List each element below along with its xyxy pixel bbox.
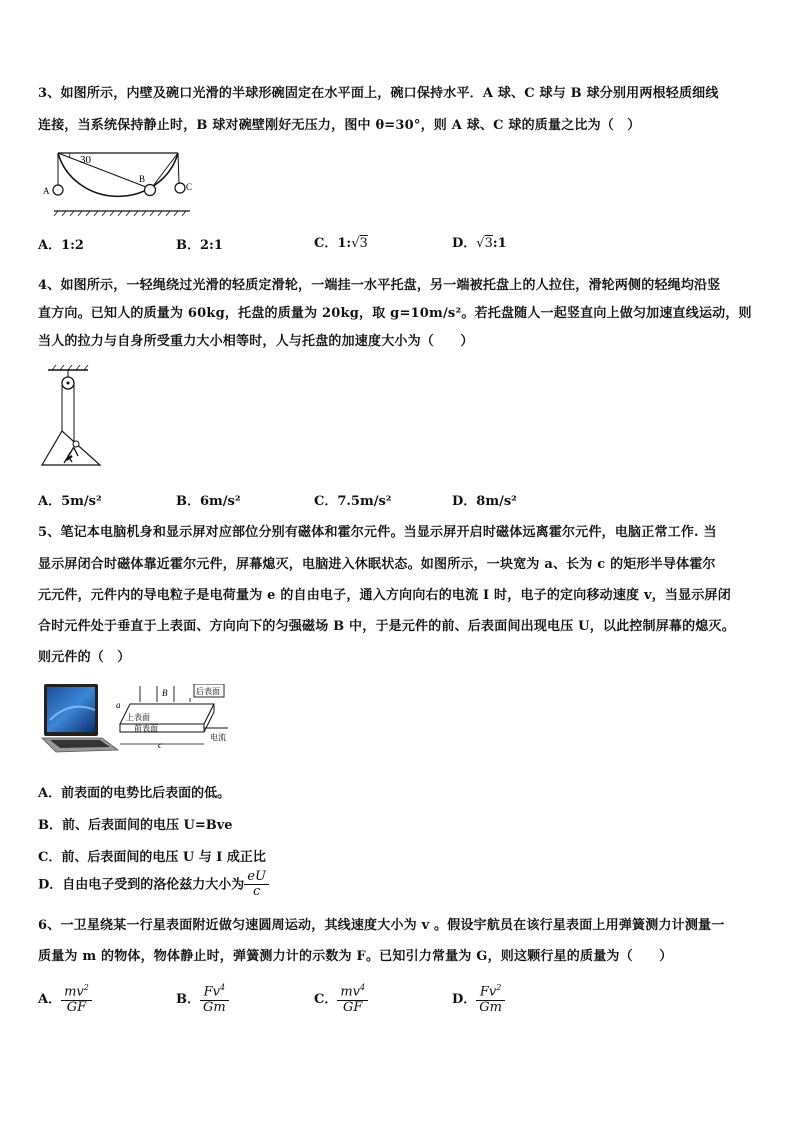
q4-option-c: C．7.5m/s² [314,494,392,509]
q4-line-1: 4、如图所示，一轻绳绕过光滑的轻质定滑轮，一端挂一水平托盘，另一端被托盘上的人拉住，滑轮两侧的轻绳均沿竖 [38,278,721,293]
q5-option-a: A．前表面的电势比后表面的低。 [38,786,231,801]
width-label: a [116,700,121,710]
q3-option-d: D．√3:1 [452,236,507,251]
q6-option-c: C． $\frac{mv^4}{GF}$ [314,984,368,1015]
q5-line-3: 元元件，元件内的导电粒子是电荷量为 e 的自由电子，通入方向向右的电流 I 时，电子的定向移动速度 v，当显示屏闭 [38,588,731,603]
q3-option-b: B．2:1 [176,238,223,253]
ball-a-label: A [43,186,50,196]
q6-option-b: B． $\frac{Fv^4}{Gm}$ [176,984,229,1015]
current-label: 电流 [210,733,226,742]
pulley-figure [38,364,104,468]
q5-line-5: 则元件的（ ） [38,650,131,665]
q5-line-2: 显示屏闭合时磁体靠近霍尔元件，屏幕熄灭，电脑进入休眠状态。如图所示，一块宽为 a、长为 c 的矩形半导体霍尔 [38,557,716,572]
q5-option-b: B．前、后表面间的电压 U=Bve [38,818,233,833]
q4-option-b: B．6m/s² [176,494,241,509]
q5-option-c: C．前、后表面间的电压 U 与 I 成正比 [38,850,266,865]
fraction: $\frac{eU}{c}$ [244,870,269,900]
laptop-image [40,680,120,756]
q5-option-d: D．自由电子受到的洛伦兹力大小为 $\frac{eU}{c}$ [38,870,269,900]
ball-c-label: C [186,182,193,192]
angle-label: 30 [80,154,91,166]
ball-b-label: B [139,174,146,184]
length-label: c [158,740,162,750]
top-surface-label: 上表面 [126,713,150,722]
q4-option-d: D．8m/s² [452,494,517,509]
q3-line-1: 3、如图所示，内壁及碗口光滑的半球形碗固定在水平面上，碗口保持水平．A 球、C 球与 B 球分别用两根轻质细线 [38,86,719,101]
front-surface-label: 前表面 [134,724,158,733]
q4-line-3: 当人的拉力与自身所受重力大小相等时，人与托盘的加速度大小为（ ） [38,334,474,349]
q6-option-a: A． $\frac{mv^2}{GF}$ [38,984,92,1015]
q6-option-d: D． $\frac{Fv^2}{Gm}$ [452,984,505,1015]
b-field-label: B [162,688,168,698]
q5-line-4: 合时元件处于垂直于上表面、方向向下的匀强磁场 B 中，于是元件的前、后表面间出现电压 U，以此控制屏幕的熄灭。 [38,619,735,634]
sqrt-symbol: √3 [476,236,493,251]
q6-line-1: 6、一卫星绕某一行星表面附近做匀速圆周运动，其线速度大小为 v 。假设宇航员在该行星表面上用弹簧测力计测量一 [38,918,725,933]
q3-option-c: C．1:√3 [314,236,368,251]
q4-option-a: A．5m/s² [38,494,102,509]
back-surface-label: 后表面 [196,687,220,696]
q6-line-2: 质量为 m 的物体，物体静止时，弹簧测力计的示数为 F。已知引力常量为 G，则这颗行星的质量为（ ） [38,949,673,964]
q5-line-1: 5、笔记本电脑机身和显示屏对应部位分别有磁体和霍尔元件。当显示屏开启时磁体远离霍尔元件，电脑正常工作. 当 [38,525,717,540]
q3-option-a: A．1:2 [38,238,84,253]
q4-line-2: 直方向。已知人的质量为 60kg，托盘的质量为 20kg，取 g=10m/s²。若托盘随人一起竖直向上做匀加速直线运动，则 [38,306,752,321]
q3-line-2: 连接，当系统保持静止时，B 球对碗壁刚好无压力，图中 θ=30°，则 A 球、C 球的质量之比为（ ） [38,118,641,133]
sqrt-symbol: √3 [351,236,368,251]
bowl-figure [40,145,200,220]
hall-element-figure [112,684,232,756]
